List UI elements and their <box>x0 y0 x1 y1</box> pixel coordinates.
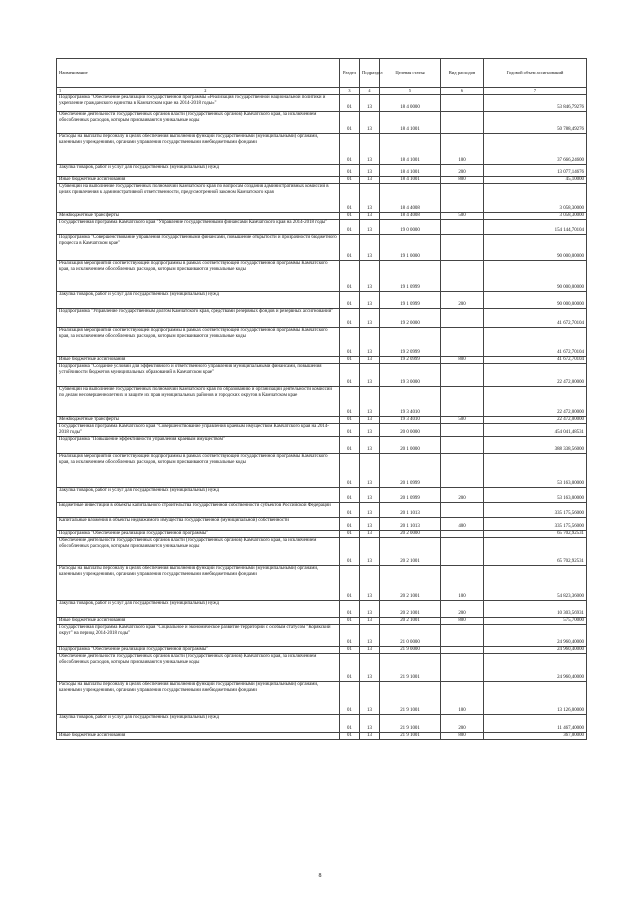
row-section: 01 <box>340 364 360 387</box>
row-amount: 22 472,00000 <box>484 387 587 417</box>
row-section: 01 <box>340 235 360 261</box>
table-row <box>57 733 587 740</box>
row-expense <box>441 261 484 292</box>
row-expense <box>441 531 484 538</box>
row-target: 18 4 0000 <box>380 95 441 112</box>
row-section: 01 <box>340 503 360 518</box>
table-row <box>57 213 587 220</box>
row-expense <box>441 387 484 417</box>
row-name: Расходы на выплаты персоналу в целях обеспечения выполнения функций государственными (муниципальными) органами, казенными учреждениями, органами управления государственными внебюджетными фондами <box>57 134 340 165</box>
row-target: 20 0 0000 <box>380 424 441 437</box>
row-subsection: 13 <box>360 538 380 566</box>
row-target: 20 1 1013 <box>380 503 441 518</box>
table-row <box>57 601 587 618</box>
row-subsection: 13 <box>360 134 380 165</box>
row-subsection: 13 <box>360 261 380 292</box>
row-name: Реализация мероприятий соответствующей подпрограммы в рамках соответствующей государственной программы Камчатского края, за исключением обособленных расходов, которым присваиваются уникальные коды <box>57 261 340 292</box>
table-row <box>57 220 587 235</box>
table-row <box>57 134 587 165</box>
table-row <box>57 618 587 625</box>
row-expense: 500 <box>441 213 484 220</box>
table-row <box>57 357 587 364</box>
row-section: 01 <box>340 357 360 364</box>
row-target: 20 2 0000 <box>380 531 441 538</box>
row-expense <box>441 625 484 647</box>
table-row <box>57 538 587 566</box>
row-name: Реализация мероприятий соответствующей подпрограммы в рамках соответствующей государственной программы Камчатского края, за исключением обособленных расходов, которым присваиваются уникальные коды <box>57 328 340 357</box>
row-subsection: 13 <box>360 387 380 417</box>
row-amount: 54 823,36000 <box>484 566 587 601</box>
row-name: Иные бюджетные ассигнования <box>57 357 340 364</box>
table-row <box>57 715 587 733</box>
row-name: Закупка товаров, работ и услуг для государственных (муниципальных) нужд <box>57 488 340 503</box>
row-amount: 50 788,49276 <box>484 112 587 134</box>
row-section: 01 <box>340 566 360 601</box>
row-name: Расходы на выплаты персоналу в целях обеспечения выполнения функций государственными (муниципальными) органами, казенными учреждениями, органами управления государственными внебюджетными фондами <box>57 682 340 715</box>
table-row <box>57 328 587 357</box>
table-row <box>57 95 587 112</box>
header-section: Раздел <box>340 59 360 88</box>
header-expense: Вид расходов <box>441 59 484 88</box>
row-amount: 37 666,24600 <box>484 134 587 165</box>
row-expense <box>441 235 484 261</box>
row-amount: 53 163,00000 <box>484 454 587 488</box>
row-expense: 200 <box>441 292 484 309</box>
row-expense <box>441 654 484 682</box>
row-expense <box>441 538 484 566</box>
row-amount: 13 077,14676 <box>484 165 587 177</box>
row-section: 01 <box>340 328 360 357</box>
budget-allocation-table <box>56 58 587 740</box>
row-target: 21 9 1001 <box>380 733 441 740</box>
row-expense: 100 <box>441 566 484 601</box>
row-amount: 335 175,56000 <box>484 518 587 531</box>
row-subsection: 13 <box>360 437 380 454</box>
table-row <box>57 165 587 177</box>
row-amount: 454 041,48531 <box>484 424 587 437</box>
row-name: Подпрограмма "Повышение эффективности управления краевым имуществом" <box>57 437 340 454</box>
table-row <box>57 235 587 261</box>
row-amount: 53 163,00000 <box>484 488 587 503</box>
row-section: 01 <box>340 134 360 165</box>
row-subsection: 13 <box>360 618 380 625</box>
row-name: Закупка товаров, работ и услуг для государственных (муниципальных) нужд <box>57 715 340 733</box>
table-body <box>57 95 587 740</box>
row-section: 01 <box>340 654 360 682</box>
row-target: 19 3 4010 <box>380 387 441 417</box>
row-section: 01 <box>340 261 360 292</box>
row-expense <box>441 328 484 357</box>
table-row <box>57 625 587 647</box>
row-target: 20 2 1001 <box>380 538 441 566</box>
row-subsection: 13 <box>360 177 380 184</box>
row-name: Реализация мероприятий соответствующей подпрограммы в рамках соответствующей государственной программы Камчатского края, за исключением обособленных расходов, которым присваиваются уникальные коды <box>57 454 340 488</box>
row-subsection: 13 <box>360 292 380 309</box>
row-section: 01 <box>340 184 360 213</box>
table-row <box>57 177 587 184</box>
row-name: Государственная программа Камчатского края "Социальное и экономическое развитие территории с особым статусом "Корякский округ" на период 2014-2018 годы" <box>57 625 340 647</box>
row-target: 20 1 0999 <box>380 454 441 488</box>
row-subsection: 13 <box>360 364 380 387</box>
row-section: 01 <box>340 625 360 647</box>
row-section: 01 <box>340 165 360 177</box>
row-expense <box>441 309 484 328</box>
table-row <box>57 682 587 715</box>
row-name: Обеспечение деятельности государственных органов власти (государственных органов) Камчатского края, за исключением обособленных расходов, которым присваиваются уникальные коды <box>57 538 340 566</box>
row-amount: 41 672,70104 <box>484 357 587 364</box>
row-name: Закупка товаров, работ и услуг для государственных (муниципальных) нужд <box>57 165 340 177</box>
row-section: 01 <box>340 292 360 309</box>
row-section: 01 <box>340 488 360 503</box>
row-section: 01 <box>340 518 360 531</box>
row-target: 21 9 1001 <box>380 654 441 682</box>
column-number-2: 2 <box>204 88 207 93</box>
header-subsection: Подраздел <box>360 59 380 88</box>
row-name: Капитальные вложения в объекты недвижимого имущества государственной (муниципальной) собственности <box>57 518 340 531</box>
row-subsection: 13 <box>360 309 380 328</box>
row-amount: 24 960,40000 <box>484 625 587 647</box>
row-subsection: 13 <box>360 531 380 538</box>
header-name: Наименование <box>57 59 340 88</box>
row-name: Подпрограмма "Управление государственным долгом Камчатского края, средствами резервных фондов и резервных ассигнований" <box>57 309 340 328</box>
table-row <box>57 417 587 424</box>
row-target: 20 2 1001 <box>380 618 441 625</box>
row-section: 01 <box>340 733 360 740</box>
row-amount: 13 126,00000 <box>484 682 587 715</box>
column-number-row <box>57 88 587 95</box>
row-section: 01 <box>340 682 360 715</box>
row-amount: 90 000,00000 <box>484 235 587 261</box>
row-subsection: 13 <box>360 566 380 601</box>
column-number-3: 3 <box>340 88 360 95</box>
row-name: Государственная программа Камчатского края "Управление государственными финансами Камчатского края на 2014-2018 годы" <box>57 220 340 235</box>
row-subsection: 13 <box>360 184 380 213</box>
table-row <box>57 387 587 417</box>
row-name: Подпрограмма "Обеспечение реализации государственной программы «Реализация государственной национальной политики и укрепление гражданского единства в Камчатском крае на 2014-2018 годы»" <box>57 95 340 112</box>
row-subsection: 13 <box>360 424 380 437</box>
row-target: 19 1 0999 <box>380 292 441 309</box>
column-number-5: 5 <box>380 88 441 95</box>
row-name: Субвенции на выполнение государственных полномочий Камчатского края по образованию и организации деятельности комиссий по делам несовершеннолетних и защите их прав муниципальных районов и городских округов в Камчатском крае <box>57 387 340 417</box>
row-name: Государственная программа Камчатского края "Совершенствование управления краевым имуществом Камчатского края на 2014-2018 годы" <box>57 424 340 437</box>
row-subsection: 13 <box>360 417 380 424</box>
row-expense: 200 <box>441 165 484 177</box>
row-target: 18 4 1001 <box>380 112 441 134</box>
table-row <box>57 518 587 531</box>
row-amount: 41 672,70104 <box>484 309 587 328</box>
row-section: 01 <box>340 454 360 488</box>
row-expense: 800 <box>441 177 484 184</box>
row-section: 01 <box>340 213 360 220</box>
row-amount: 53 846,79276 <box>484 95 587 112</box>
row-amount: 22 472,00000 <box>484 417 587 424</box>
row-amount: 3 058,30000 <box>484 184 587 213</box>
row-target: 18 4 4008 <box>380 184 441 213</box>
table-row <box>57 309 587 328</box>
row-target: 18 4 1001 <box>380 177 441 184</box>
row-target: 19 2 0999 <box>380 328 441 357</box>
row-subsection: 13 <box>360 95 380 112</box>
row-target: 21 9 1001 <box>380 682 441 715</box>
row-subsection: 13 <box>360 213 380 220</box>
row-subsection: 13 <box>360 518 380 531</box>
row-expense: 200 <box>441 601 484 618</box>
row-subsection: 13 <box>360 601 380 618</box>
row-expense <box>441 503 484 518</box>
row-target: 21 9 1001 <box>380 715 441 733</box>
row-expense: 500 <box>441 417 484 424</box>
table-row <box>57 647 587 654</box>
row-name: Закупка товаров, работ и услуг для государственных (муниципальных) нужд <box>57 292 340 309</box>
row-name: Подпрограмма "Обеспечение реализации государственной программы" <box>57 647 340 654</box>
table-row <box>57 364 587 387</box>
table-row <box>57 424 587 437</box>
column-number-7: 7 <box>484 88 587 95</box>
row-name: Подпрограмма "Обеспечение реализации государственной программы" <box>57 531 340 538</box>
row-subsection: 13 <box>360 654 380 682</box>
row-name: Межбюджетные трансферты <box>57 213 340 220</box>
row-expense: 100 <box>441 134 484 165</box>
table-row <box>57 437 587 454</box>
row-expense <box>441 112 484 134</box>
column-number <box>57 88 340 95</box>
page-number: 8 <box>318 873 322 879</box>
row-amount: 24 960,40000 <box>484 647 587 654</box>
row-subsection: 13 <box>360 328 380 357</box>
row-subsection: 13 <box>360 715 380 733</box>
row-amount: 575,70000 <box>484 618 587 625</box>
row-amount: 65 702,92531 <box>484 538 587 566</box>
row-subsection: 13 <box>360 235 380 261</box>
table-row <box>57 566 587 601</box>
column-number-4: 4 <box>360 88 380 95</box>
row-target: 18 4 4008 <box>380 213 441 220</box>
row-section: 01 <box>340 220 360 235</box>
row-expense <box>441 220 484 235</box>
row-target: 20 1 0000 <box>380 437 441 454</box>
row-amount: 335 175,56000 <box>484 503 587 518</box>
column-number-6: 6 <box>441 88 484 95</box>
row-subsection: 13 <box>360 357 380 364</box>
row-section: 01 <box>340 177 360 184</box>
table-row <box>57 261 587 292</box>
row-amount: 154 144,70104 <box>484 220 587 235</box>
row-name: Расходы на выплаты персоналу в целях обеспечения выполнения функций государственными (муниципальными) органами, казенными учреждениями, органами управления государственными внебюджетными фондами <box>57 566 340 601</box>
row-expense <box>441 424 484 437</box>
row-target: 19 1 0000 <box>380 235 441 261</box>
row-subsection: 13 <box>360 112 380 134</box>
row-amount: 24 960,40000 <box>484 654 587 682</box>
table-row <box>57 112 587 134</box>
row-target: 20 2 1001 <box>380 601 441 618</box>
row-expense <box>441 95 484 112</box>
row-section: 01 <box>340 618 360 625</box>
row-target: 21 9 0000 <box>380 647 441 654</box>
row-name: Подпрограмма "Создание условий для эффективного и ответственного управления муниципальными финансами, повышения устойчивости бюджетов муниципальных образований в Камчатском крае" <box>57 364 340 387</box>
table-row <box>57 654 587 682</box>
row-target: 19 2 0000 <box>380 309 441 328</box>
row-target: 20 1 0999 <box>380 488 441 503</box>
row-amount: 11 467,40000 <box>484 715 587 733</box>
row-section: 01 <box>340 531 360 538</box>
row-subsection: 13 <box>360 454 380 488</box>
row-section: 01 <box>340 715 360 733</box>
row-target: 19 3 0000 <box>380 364 441 387</box>
row-section: 01 <box>340 424 360 437</box>
row-name: Иные бюджетные ассигнования <box>57 177 340 184</box>
row-expense: 100 <box>441 682 484 715</box>
row-amount: 22 472,00000 <box>484 364 587 387</box>
row-expense <box>441 184 484 213</box>
row-expense: 200 <box>441 715 484 733</box>
column-number-1: 1 <box>59 88 62 93</box>
row-subsection: 13 <box>360 165 380 177</box>
row-subsection: 13 <box>360 220 380 235</box>
row-target: 19 1 0999 <box>380 261 441 292</box>
row-expense <box>441 454 484 488</box>
row-subsection: 13 <box>360 733 380 740</box>
row-name: Иные бюджетные ассигнования <box>57 733 340 740</box>
table-row <box>57 184 587 213</box>
row-name: Обеспечение деятельности государственных органов власти (государственных органов) Камчатского края, за исключением обособленных расходов, которым присваиваются уникальные коды <box>57 112 340 134</box>
row-section: 01 <box>340 538 360 566</box>
row-expense <box>441 647 484 654</box>
row-target: 21 0 0000 <box>380 625 441 647</box>
row-expense <box>441 364 484 387</box>
row-name: Субвенции на выполнение государственных полномочий Камчатского края по вопросам создания административных комиссий в целях привлечения к административной ответственности, предусмотренной законом Камчатского края <box>57 184 340 213</box>
row-section: 01 <box>340 647 360 654</box>
row-section: 01 <box>340 437 360 454</box>
row-amount: 10 303,56931 <box>484 601 587 618</box>
row-subsection: 13 <box>360 625 380 647</box>
row-section: 01 <box>340 309 360 328</box>
row-amount: 41 672,70104 <box>484 328 587 357</box>
row-target: 20 1 1013 <box>380 518 441 531</box>
row-target: 19 2 0999 <box>380 357 441 364</box>
row-name: Межбюджетные трансферты <box>57 417 340 424</box>
row-amount: 3 058,30000 <box>484 213 587 220</box>
row-expense: 800 <box>441 357 484 364</box>
row-target: 18 4 1001 <box>380 165 441 177</box>
row-section: 01 <box>340 95 360 112</box>
row-section: 01 <box>340 112 360 134</box>
row-amount: 90 000,00000 <box>484 261 587 292</box>
row-name: Бюджетные инвестиции в объекты капитального строительства государственной собственности субъектов Российской Федерации <box>57 503 340 518</box>
row-expense <box>441 437 484 454</box>
row-target: 19 0 0000 <box>380 220 441 235</box>
row-name: Закупка товаров, работ и услуг для государственных (муниципальных) нужд <box>57 601 340 618</box>
row-section: 01 <box>340 601 360 618</box>
row-target: 19 3 4010 <box>380 417 441 424</box>
row-name: Иные бюджетные ассигнования <box>57 618 340 625</box>
row-amount: 45,10000 <box>484 177 587 184</box>
row-amount: 90 000,00000 <box>484 292 587 309</box>
table-row <box>57 488 587 503</box>
row-amount: 388 338,56000 <box>484 437 587 454</box>
row-expense: 200 <box>441 488 484 503</box>
row-section: 01 <box>340 417 360 424</box>
row-expense: 800 <box>441 618 484 625</box>
header-row <box>57 59 587 88</box>
budget-table-sheet <box>56 58 586 740</box>
row-target: 18 4 1001 <box>380 134 441 165</box>
row-expense: 800 <box>441 733 484 740</box>
row-section: 01 <box>340 387 360 417</box>
header-target: Целевая статья <box>380 59 441 88</box>
row-subsection: 13 <box>360 488 380 503</box>
table-row <box>57 503 587 518</box>
row-subsection: 13 <box>360 647 380 654</box>
row-target: 20 2 1001 <box>380 566 441 601</box>
header-amount: Годовой объем ассигнований <box>484 59 587 88</box>
row-amount: 65 702,92531 <box>484 531 587 538</box>
row-subsection: 13 <box>360 682 380 715</box>
row-amount: 367,00000 <box>484 733 587 740</box>
row-expense: 400 <box>441 518 484 531</box>
row-name: Обеспечение деятельности государственных органов власти (государственных органов) Камчатского края, за исключением обособленных расходов, которым присваиваются уникальные коды <box>57 654 340 682</box>
table-row <box>57 454 587 488</box>
table-row <box>57 531 587 538</box>
row-subsection: 13 <box>360 503 380 518</box>
table-row <box>57 292 587 309</box>
row-name: Подпрограмма "Совершенствование управления государственными финансами, повышение открытости и прозрачности бюджетного процесса в Камчатском крае" <box>57 235 340 261</box>
